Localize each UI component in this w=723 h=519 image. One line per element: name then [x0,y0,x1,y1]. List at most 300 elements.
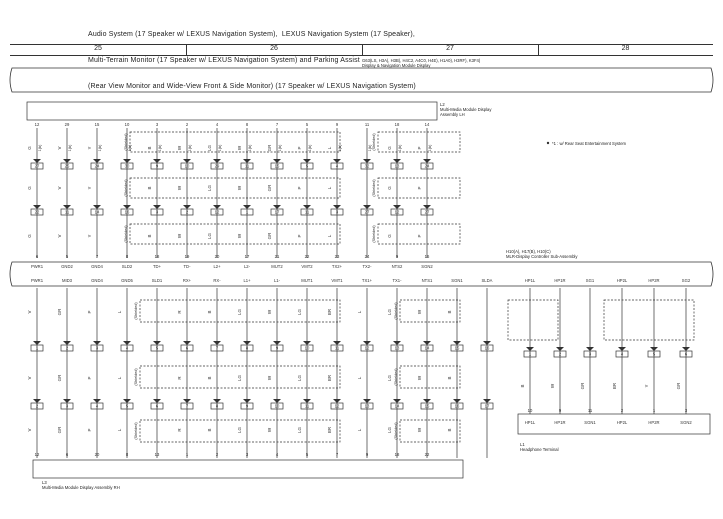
connector-arrow [183,399,191,403]
wire-color: Y [87,186,92,190]
connector-arrow [363,159,371,163]
connector-arrow [153,159,161,163]
connector-pin-number: 16 [484,345,490,351]
connector-pin-number: 22 [34,209,40,215]
shield-label: (Shielded) [372,179,376,197]
rh-pin-number: 13 [154,452,160,457]
lh-pin-number: 15 [94,122,100,127]
connector-arrow [483,399,491,403]
controller-signal-lower: GND4 [91,278,103,283]
wire-color: W [237,233,242,239]
sheet-number: 27 [446,45,454,52]
lh-pin-number: 9 [335,122,339,127]
shield-label: (Shielded) [394,302,398,320]
headphone-pin: 10 [527,408,533,413]
connector-arrow [183,341,191,345]
wire-color: P [417,146,422,150]
connector-arrow [243,159,251,163]
wire-color: L [117,376,122,380]
connector-arrow [423,205,431,209]
controller-signal-lower: SLDA [481,278,493,283]
rh-module-code: L3 [42,480,47,485]
wire-color: R [177,428,182,432]
connector-arrow [363,399,371,403]
connector-arrow [33,341,41,345]
lh-pin-number: 18 [394,122,400,127]
controller-pin-number: 19 [184,254,190,259]
headphone-signal-top: HP1R [554,278,566,283]
connector-pin-number: 5 [652,351,656,357]
wire-color: W [237,185,242,191]
headphone-pin: 3 [684,408,688,413]
wire-connector-label: 1(b) [368,144,372,152]
connector-arrow [153,341,161,345]
legend-dot [547,142,549,144]
connector-arrow [423,399,431,403]
wire-color: LG [297,426,302,434]
wire-color: LG [387,308,392,316]
controller-signal: NTS2 [391,264,403,269]
shield-box [130,178,340,198]
shield-label: (Shielded) [134,368,138,386]
headphone-signal-top: HP1L [524,278,536,283]
headphone-signal-top: SG1 [585,278,595,283]
wire-color: LG [207,184,212,192]
wire-color: P [297,186,302,190]
wire-color: V [57,234,62,238]
connector-pin-number: 4 [95,403,99,409]
controller-signal-lower: TX1+ [361,278,373,283]
connector-pin-number: 6 [155,403,159,409]
shield-label: (Shielded) [372,133,376,151]
connector-pin-number: 1 [35,345,39,351]
wire-color: G [387,146,392,150]
wire-color: W [267,309,272,315]
wire-color: P [297,146,302,150]
rh-pin-number: 2 [215,452,219,457]
connector-arrow [183,159,191,163]
wire-color: W [267,375,272,381]
controller-signal: MUT2 [271,264,283,269]
wire-color: W [417,375,422,381]
controller-pin-number: 20 [214,254,220,259]
wire-color: B [447,428,452,432]
wire-color: B [520,384,525,388]
controller-codes: H10(A), H17(B), H10(C) [506,249,551,254]
wire-color: V [57,186,62,190]
wire-color: B [207,428,212,432]
sheet-number: 26 [270,45,278,52]
connector-pin-number: 9 [155,163,159,169]
connector-arrow [586,347,594,351]
wire-color: BR [612,382,617,390]
shield-label: (Shielded) [124,179,128,197]
headphone-signal-top: SG2 [681,278,691,283]
controller-signal-lower: TX1- [392,278,402,283]
connector-arrow [363,341,371,345]
wire-color: B [447,376,452,380]
wire-color: B [207,310,212,314]
connector-arrow [243,399,251,403]
connector-pin-number: 12 [214,209,220,215]
connector-pin-number: 5 [305,163,309,169]
connector-pin-number: 25 [64,163,70,169]
wire-color: V [57,146,62,150]
connector-arrow [333,399,341,403]
connector-pin-number: 14 [94,209,100,215]
controller-signal-lower: SGN1 [451,278,463,283]
wire-color: GR [676,382,681,390]
controller-signal-lower: MID3 [61,278,73,283]
wire-color: B [147,234,152,238]
wire-color: GR [267,184,272,192]
shield-label: (Shielded) [372,225,376,243]
wire-color: P [417,186,422,190]
controller-signal-lower: GND5 [121,278,133,283]
wire-connector-label: 1(b) [338,144,342,152]
connector-arrow [63,205,71,209]
top-harness-label: Display & Navigation Module Display [362,63,431,68]
shield-box [508,300,558,340]
connector-pin-number: 27 [364,209,370,215]
controller-pin-number: 24 [364,254,370,259]
connector-arrow [303,399,311,403]
wire-color: BR [327,374,332,382]
connector-pin-number: 27 [34,163,40,169]
connector-pin-number: 6 [684,351,688,357]
rh-pin-number: 3 [245,452,249,457]
lh-pin-number: 10 [124,122,130,127]
controller-signal-lower: RX- [213,278,221,283]
wire-connector-label: 1(b) [308,144,312,152]
connector-arrow [393,159,401,163]
connector-arrow [273,399,281,403]
headphone-signal: HP1R [554,420,566,425]
rh-pin-number: 20 [94,452,100,457]
rh-pin-number: 22 [424,452,430,457]
controller-signal: TD- [183,264,191,269]
connector-arrow [333,205,341,209]
lh-pin-number: 4 [215,122,219,127]
rh-module-label: Multi-Media Module Display Assembly RH [42,485,120,490]
connector-arrow [243,205,251,209]
connector-arrow [333,159,341,163]
connector-pin-number: 12 [364,345,370,351]
connector-arrow [183,205,191,209]
headphone-signal: SGN1 [584,420,596,425]
connector-arrow [393,341,401,345]
shield-label: (Shielded) [124,133,128,151]
controller-signal: L2+ [213,264,221,269]
wire-color: B [447,310,452,314]
controller-pin-number: 6 [35,254,39,259]
wire-color: G [387,234,392,238]
connector-arrow [453,399,461,403]
connector-arrow [423,341,431,345]
rh-pin-number: 5 [305,452,309,457]
wire-connector-label: 1(b) [248,144,252,152]
wire-color: B [147,146,152,150]
wire-color: W [177,145,182,151]
wire-color: W [417,309,422,315]
wire-color: W [177,185,182,191]
connector-pin-number: 32 [364,163,370,169]
rh-pin-number: 12 [34,452,40,457]
top-harness-codes: G63(LS, H3A), H3B), H4C2, A4C0, H4E), H1A0), H3RF), K3F4) [362,58,481,63]
wire-color: W [177,233,182,239]
wire-connector-label: 1(b) [398,144,402,152]
connector-pin-number: 30 [124,163,130,169]
rh-pin-number: 6 [65,452,69,457]
wire-color: R [177,376,182,380]
connector-arrow [63,159,71,163]
lh-pin-number: 8 [245,122,249,127]
wire-color: GR [267,232,272,240]
connector-pin-number: 7 [185,403,189,409]
wire-color: L [117,428,122,432]
wire-color: W [417,427,422,433]
connector-arrow [123,399,131,403]
connector-pin-number: 4 [620,351,624,357]
connector-pin-number: 8 [245,345,249,351]
controller-signal: TX2+ [331,264,343,269]
connector-arrow [93,399,101,403]
controller-signal: TX2- [362,264,372,269]
controller-pin-number: 21 [274,254,280,259]
connector-arrow [363,205,371,209]
connector-arrow [93,341,101,345]
wire-color: LG [297,308,302,316]
headphone-pin: 9 [558,408,562,413]
wire-color: L [117,310,122,314]
connector-arrow [526,347,534,351]
connector-pin-number: 12 [334,403,340,409]
connector-pin-number: 2 [35,403,39,409]
shield-label: (Shielded) [134,302,138,320]
top-harness-bar [10,68,713,92]
wire-color: GR [57,374,62,382]
wire-connector-label: 1(b) [68,144,72,152]
wire-connector-label: 1(b) [218,144,222,152]
connector-pin-number: 27 [424,209,430,215]
connector-pin-number: 3 [155,209,159,215]
wire-color: W [550,383,555,389]
controller-signal-lower: PWR1 [30,278,44,283]
controller-signal: TD+ [152,264,162,269]
connector-arrow [682,347,690,351]
connector-pin-number: 12 [394,209,400,215]
controller-pin-number: 16 [424,254,430,259]
controller-signal: L2- [243,264,251,269]
controller-pin-number: 7 [95,254,99,259]
connector-pin-number: 11 [304,209,310,215]
connector-pin-number: 10 [304,345,310,351]
title-line-2: Multi-Terrain Monitor (17 Speaker w/ LEXUS Navigation System) and Parking Assist [88,56,360,64]
connector-pin-number: 17 [274,209,280,215]
wire-connector-label: 1(b) [128,144,132,152]
connector-pin-number: 8 [215,403,219,409]
controller-signal-lower: MUT1 [301,278,313,283]
wire-color: G [387,186,392,190]
wire-color: V [27,310,32,314]
wire-color: L [357,428,362,432]
rh-pin-number: 8 [125,452,129,457]
wire-color: P [87,428,92,432]
connector-arrow [123,205,131,209]
connector-arrow [556,347,564,351]
controller-pin-number: 22 [304,254,310,259]
connector-arrow [453,341,461,345]
headphone-signal: HP1L [524,420,536,425]
sheet-number: 25 [94,45,102,52]
connector-arrow [273,341,281,345]
connector-pin-number: 14 [424,345,430,351]
shield-label: (Shielded) [134,422,138,440]
controller-signal: SLD2 [121,264,133,269]
headphone-label: Headphone Terminal [520,447,559,452]
connector-pin-number: 2 [185,209,189,215]
connector-arrow [153,399,161,403]
rh-pin-number: 7 [335,452,339,457]
shield-box [130,224,340,244]
wire-color: L [357,310,362,314]
sheet-number: 28 [621,45,630,52]
wire-color: W [267,427,272,433]
connector-pin-number: 24 [424,163,430,169]
connector-pin-number: 16 [124,209,130,215]
connector-arrow [483,341,491,345]
controller-pin-number: 9 [395,254,399,259]
lh-module-code: L2 [440,102,445,107]
wire-color: LG [387,374,392,382]
controller-signal: PWR1 [30,264,44,269]
wire-color: P [87,310,92,314]
connector-pin-number: 2 [558,351,562,357]
wire-color: L [357,376,362,380]
wire-color: LG [237,426,242,434]
connector-pin-number: 3 [588,351,592,357]
title-line-3: (Rear View Monitor and Wide-View Front & Side Monitor) (17 Speaker w/ LEXUS Navigation System) [88,82,416,90]
connector-pin-number: 5 [125,403,129,409]
headphone-signal: HP2R [648,420,660,425]
connector-arrow [273,159,281,163]
wire-connector-label: 1(b) [38,144,42,152]
wire-color: LG [297,374,302,382]
wire-color: L [327,186,332,190]
connector-pin-number: 14 [394,403,400,409]
connector-pin-number: 5 [155,345,159,351]
wire-color: B [207,376,212,380]
connector-arrow [33,159,41,163]
wire-connector-label: 1(b) [278,144,282,152]
connector-arrow [213,399,221,403]
connector-arrow [93,159,101,163]
wire-color: Y [644,384,649,388]
wire-color: R [177,310,182,314]
headphone-signal-top: HP2L [616,278,628,283]
connector-pin-number: 4 [125,345,129,351]
connector-pin-number: 3 [95,345,99,351]
lh-pin-number: 14 [424,122,430,127]
legend-note: *1 : w/ Rear Seat Entertainment System [552,141,627,146]
connector-pin-number: 11 [304,403,310,409]
controller-signal-lower: RX+ [182,278,192,283]
lh-pin-number: 2 [185,122,189,127]
connector-pin-number: 10 [274,403,280,409]
wire-color: LG [387,426,392,434]
shield-box [378,224,460,244]
controller-signal-lower: L1+ [243,278,251,283]
controller-label: MLR-Display Controller Sub-Assembly [506,254,578,259]
connector-pin-number: 15 [454,345,460,351]
connector-pin-number: 11 [334,345,340,351]
wire-color: L [327,234,332,238]
wire-color: BR [327,308,332,316]
shield-label: (Shielded) [394,422,398,440]
controller-pin-number: 18 [154,254,160,259]
wire-color: G [27,146,32,150]
headphone-pin: 1 [652,408,656,413]
connector-arrow [213,341,221,345]
controller-signal-lower: SLD1 [151,278,163,283]
connector-pin-number: 16 [454,403,460,409]
connector-pin-number: 29 [214,163,220,169]
wire-color: LG [237,374,242,382]
connector-arrow [153,205,161,209]
connector-arrow [423,159,431,163]
connector-pin-number: 3 [335,209,339,215]
connector-pin-number: 17 [484,403,490,409]
headphone-pin: 2 [620,408,624,413]
shield-box [604,300,694,340]
connector-arrow [33,399,41,403]
connector-pin-number: 1 [528,351,532,357]
connector-arrow [303,159,311,163]
wire-color: B [147,186,152,190]
wire-color: GR [57,426,62,434]
wire-color: P [297,234,302,238]
controller-signal-lower: VMT1 [331,278,343,283]
connector-arrow [333,341,341,345]
connector-arrow [393,205,401,209]
connector-pin-number: 1 [245,209,249,215]
controller-signal-lower: L1- [273,278,281,283]
connector-pin-number: 13 [394,163,400,169]
wire-color: V [27,376,32,380]
connector-pin-number: 3 [65,403,69,409]
controller-pin-number: 8 [125,254,129,259]
wire-color: LG [237,308,242,316]
connector-arrow [243,341,251,345]
wire-color: Y [87,234,92,238]
controller-signal-lower: NTS1 [421,278,433,283]
connector-arrow [33,205,41,209]
rh-pin-number: 9 [365,452,369,457]
controller-signal: VMT2 [301,264,313,269]
connector-arrow [123,159,131,163]
wire-connector-label: 1(b) [158,144,162,152]
headphone-code: L1 [520,442,525,447]
connector-arrow [123,341,131,345]
connector-arrow [63,399,71,403]
lh-pin-number: 5 [305,122,309,127]
shield-label: (Shielded) [394,368,398,386]
connector-pin-number: 13 [394,345,400,351]
connector-arrow [650,347,658,351]
rh-pin-number: 1 [185,452,189,457]
wire-color: L [327,146,332,150]
connector-pin-number: 6 [185,345,189,351]
